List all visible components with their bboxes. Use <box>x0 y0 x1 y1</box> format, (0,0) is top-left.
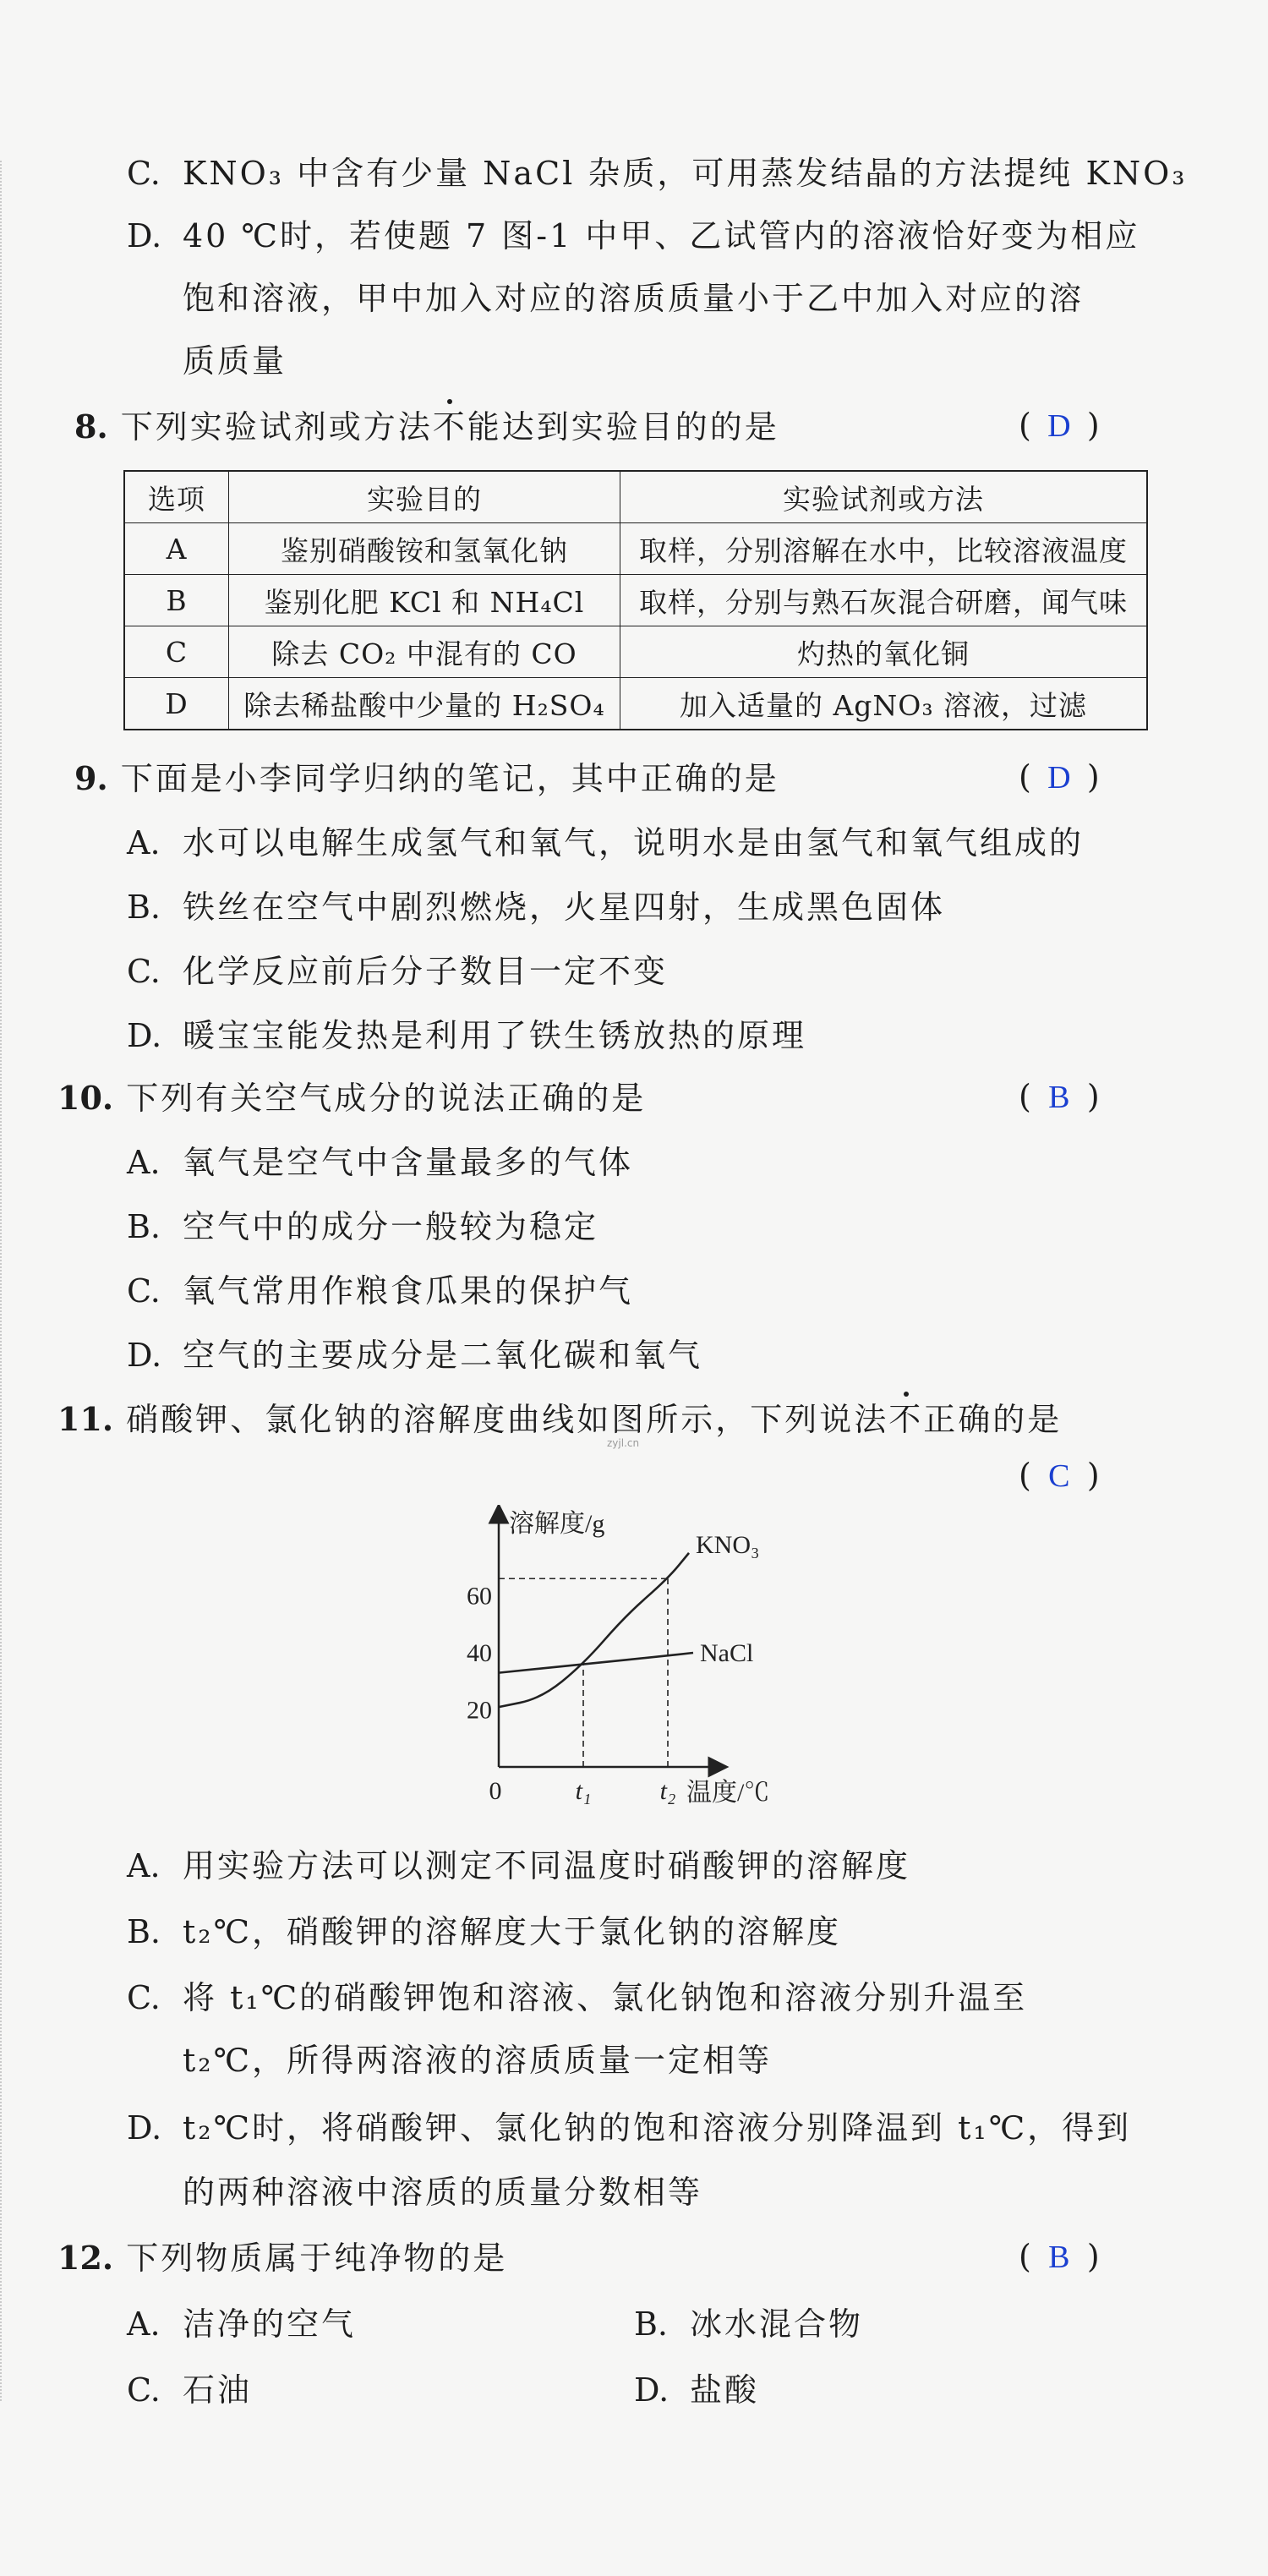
x-axis-label: 温度/℃ <box>686 1779 770 1807</box>
x-tick-label: t₂ <box>659 1777 676 1805</box>
q12-option-a: A. 洁净的空气 <box>127 2305 357 2343</box>
q11-option-b: B. t₂℃，硝酸钾的溶解度大于氯化钠的溶解度 <box>127 1913 842 1950</box>
y-tick-label: 40 <box>467 1639 492 1667</box>
table-row: B 鉴别化肥 KCl 和 NH₄Cl 取样，分别与熟石灰混合研磨，闻气味 <box>124 575 1147 626</box>
q8-table <box>123 470 1148 730</box>
y-axis-label: 溶解度/g <box>509 1510 605 1538</box>
q9-option-a: A. 水可以电解生成氢气和氧气，说明水是由氢气和氧气组成的 <box>127 824 1085 861</box>
q12-option-b: B. 冰水混合物 <box>634 2305 864 2343</box>
table-row: A 鉴别硝酸铵和氢氧化钠 取样，分别溶解在水中，比较溶液温度 <box>124 523 1147 575</box>
q9-answer: ( D ) <box>1019 758 1100 796</box>
q7-option-d-line3: 质质量 <box>183 342 287 380</box>
q11-option-c: C. 将 t₁℃的硝酸钾饱和溶液、氯化钠饱和溶液分别升温至 <box>127 1979 1028 2016</box>
q9-option-c: C. 化学反应前后分子数目一定不变 <box>127 953 669 990</box>
q9-option-d: D. 暖宝宝能发热是利用了铁生锈放热的原理 <box>127 1017 807 1054</box>
watermark: zyjl.cn <box>607 1437 640 1449</box>
q11-option-c-line2: t₂℃，所得两溶液的溶质质量一定相等 <box>183 2042 773 2079</box>
q10-option-a: A. 氧气是空气中含量最多的气体 <box>127 1144 634 1181</box>
q12-answer: ( B ) <box>1019 2238 1100 2275</box>
y-tick-label: 20 <box>467 1696 492 1725</box>
q12-stem: 12. 下列物质属于纯净物的是 <box>57 2239 508 2277</box>
q11-option-a: A. 用实验方法可以测定不同温度时硝酸钾的溶解度 <box>127 1847 911 1884</box>
series-line-nacl <box>499 1653 693 1673</box>
q10-answer: ( B ) <box>1019 1078 1100 1115</box>
legend-kno3: KNO₃ <box>696 1530 760 1559</box>
table-row: C 除去 CO₂ 中混有的 CO 灼热的氧化铜 <box>124 626 1147 678</box>
q9-option-b: B. 铁丝在空气中剧烈燃烧，火星四射，生成黑色固体 <box>127 889 946 926</box>
q10-option-d: D. 空气的主要成分是二氧化碳和氧气 <box>127 1337 703 1374</box>
q10-stem: 10. 下列有关空气成分的说法正确的是 <box>57 1079 647 1117</box>
table-row: D 除去稀盐酸中少量的 H₂SO₄ 加入适量的 AgNO₃ 溶液，过滤 <box>124 678 1147 730</box>
q12-option-d: D. 盐酸 <box>634 2371 760 2409</box>
q11-stem: 11. 硝酸钾、氯化钠的溶解度曲线如图所示，下列说法不正确的是 <box>57 1400 1063 1438</box>
q7-option-d-line2: 饱和溶液，甲中加入对应的溶质质量小于乙中加入对应的溶 <box>183 280 1085 317</box>
q11-option-d-line2: 的两种溶液中溶质的质量分数相等 <box>183 2174 703 2211</box>
x-tick-label: t₁ <box>575 1777 592 1805</box>
origin-label: 0 <box>489 1777 502 1805</box>
q10-option-c: C. 氧气常用作粮食瓜果的保护气 <box>127 1272 634 1310</box>
table-header-row: 选项 实验目的 实验试剂或方法 <box>124 471 1147 523</box>
q7-option-d: D. 40 ℃时，若使题 7 图-1 中甲、乙试管内的溶液恰好变为相应 <box>127 217 1140 254</box>
q9-stem: 9. 下面是小李同学归纳的笔记，其中正确的是 <box>74 759 779 797</box>
series-line-kno3 <box>499 1553 689 1707</box>
legend-nacl: NaCl <box>700 1639 754 1667</box>
q11-option-d: D. t₂℃时，将硝酸钾、氯化钠的饱和溶液分别降温到 t₁℃，得到 <box>127 2109 1132 2147</box>
q8-answer: ( D ) <box>1019 407 1100 444</box>
y-tick-label: 60 <box>467 1582 492 1611</box>
left-margin-rule <box>0 161 3 2401</box>
solubility-chart <box>440 1505 828 1826</box>
q7-option-c: C. KNO₃ 中含有少量 NaCl 杂质，可用蒸发结晶的方法提纯 KNO₃ <box>127 155 1188 192</box>
q10-option-b: B. 空气中的成分一般较为稳定 <box>127 1208 599 1245</box>
q11-answer: ( C ) <box>1019 1457 1100 1494</box>
q12-option-c: C. 石油 <box>127 2371 253 2409</box>
q8-stem: 8. 下列实验试剂或方法不能达到实验目的的是 <box>74 407 779 446</box>
